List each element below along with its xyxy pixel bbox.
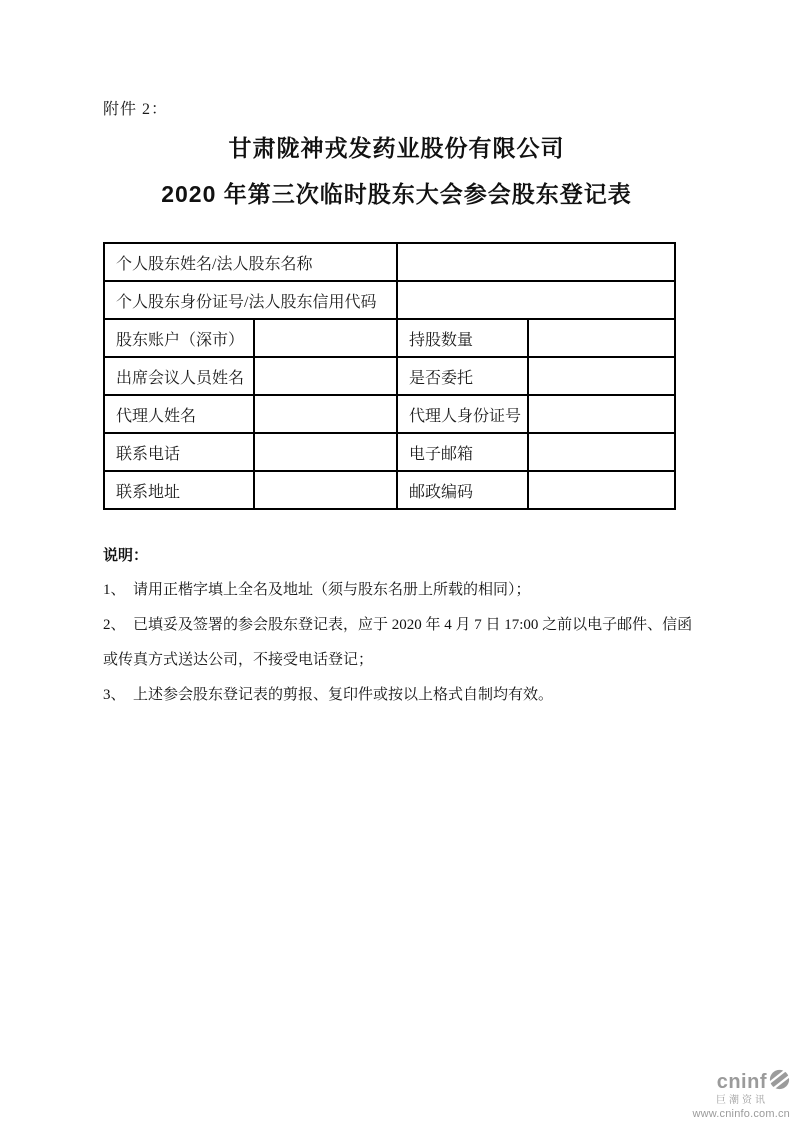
cninfo-pinwheel-icon	[769, 1069, 790, 1094]
table-label-cell: 出席会议人员姓名	[104, 357, 254, 395]
table-value-cell	[528, 471, 675, 509]
table-row	[104, 395, 675, 433]
cninfo-chinese-name: 巨潮资讯	[716, 1095, 768, 1106]
table-value-cell	[254, 319, 397, 357]
instruction-item: 1、 请用正楷字填上全名及地址（须与股东名册上所载的相同）；	[103, 582, 531, 598]
table-label-cell: 是否委托	[397, 357, 528, 395]
cninfo-watermark	[692, 1069, 790, 1120]
table-row	[104, 319, 675, 357]
table-label-cell: 电子邮箱	[397, 433, 528, 471]
table-value-cell	[397, 281, 675, 319]
table-label-cell: 代理人姓名	[104, 395, 254, 433]
table-label-cell: 持股数量	[397, 319, 528, 357]
table-row	[104, 281, 675, 319]
cninfo-brand-text: cninf	[716, 1070, 767, 1093]
table-value-cell	[254, 471, 397, 509]
table-row	[104, 243, 675, 281]
table-label-cell: 联系电话	[104, 433, 254, 471]
table-value-cell	[397, 243, 675, 281]
table-label-cell: 邮政编码	[397, 471, 528, 509]
table-label-cell: 联系地址	[104, 471, 254, 509]
cninfo-url: www.cninfo.com.cn	[692, 1108, 790, 1120]
attachment-label: 附件 2：	[103, 101, 169, 118]
table-value-cell	[254, 395, 397, 433]
table-value-cell	[254, 357, 397, 395]
form-title: 2020 年第三次临时股东大会参会股东登记表	[161, 181, 632, 207]
table-row	[104, 471, 675, 509]
instructions-heading: 说明：	[103, 547, 149, 564]
instructions-section	[103, 538, 701, 713]
table-value-cell	[254, 433, 397, 471]
table-label-cell: 代理人身份证号	[397, 395, 528, 433]
table-row	[104, 357, 675, 395]
table-label-cell: 股东账户（深市）	[104, 319, 254, 357]
table-row	[104, 433, 675, 471]
table-value-cell	[528, 357, 675, 395]
table-value-cell	[528, 395, 675, 433]
table-value-cell	[528, 319, 675, 357]
shareholder-registration-table	[103, 242, 676, 510]
company-title: 甘肃陇神戎发药业股份有限公司	[228, 135, 565, 161]
table-label-cell: 个人股东姓名/法人股东名称	[104, 243, 397, 281]
instruction-item: 2、 已填妥及签署的参会股东登记表，应于 2020 年 4 月 7 日 17:00 之前以电子邮件、信函或传真方式送达公司，不接受电话登记；	[103, 617, 693, 668]
table-value-cell	[528, 433, 675, 471]
table-label-cell: 个人股东身份证号/法人股东信用代码	[104, 281, 397, 319]
instruction-item: 3、 上述参会股东登记表的剪报、复印件或按以上格式自制均有效。	[103, 687, 554, 703]
